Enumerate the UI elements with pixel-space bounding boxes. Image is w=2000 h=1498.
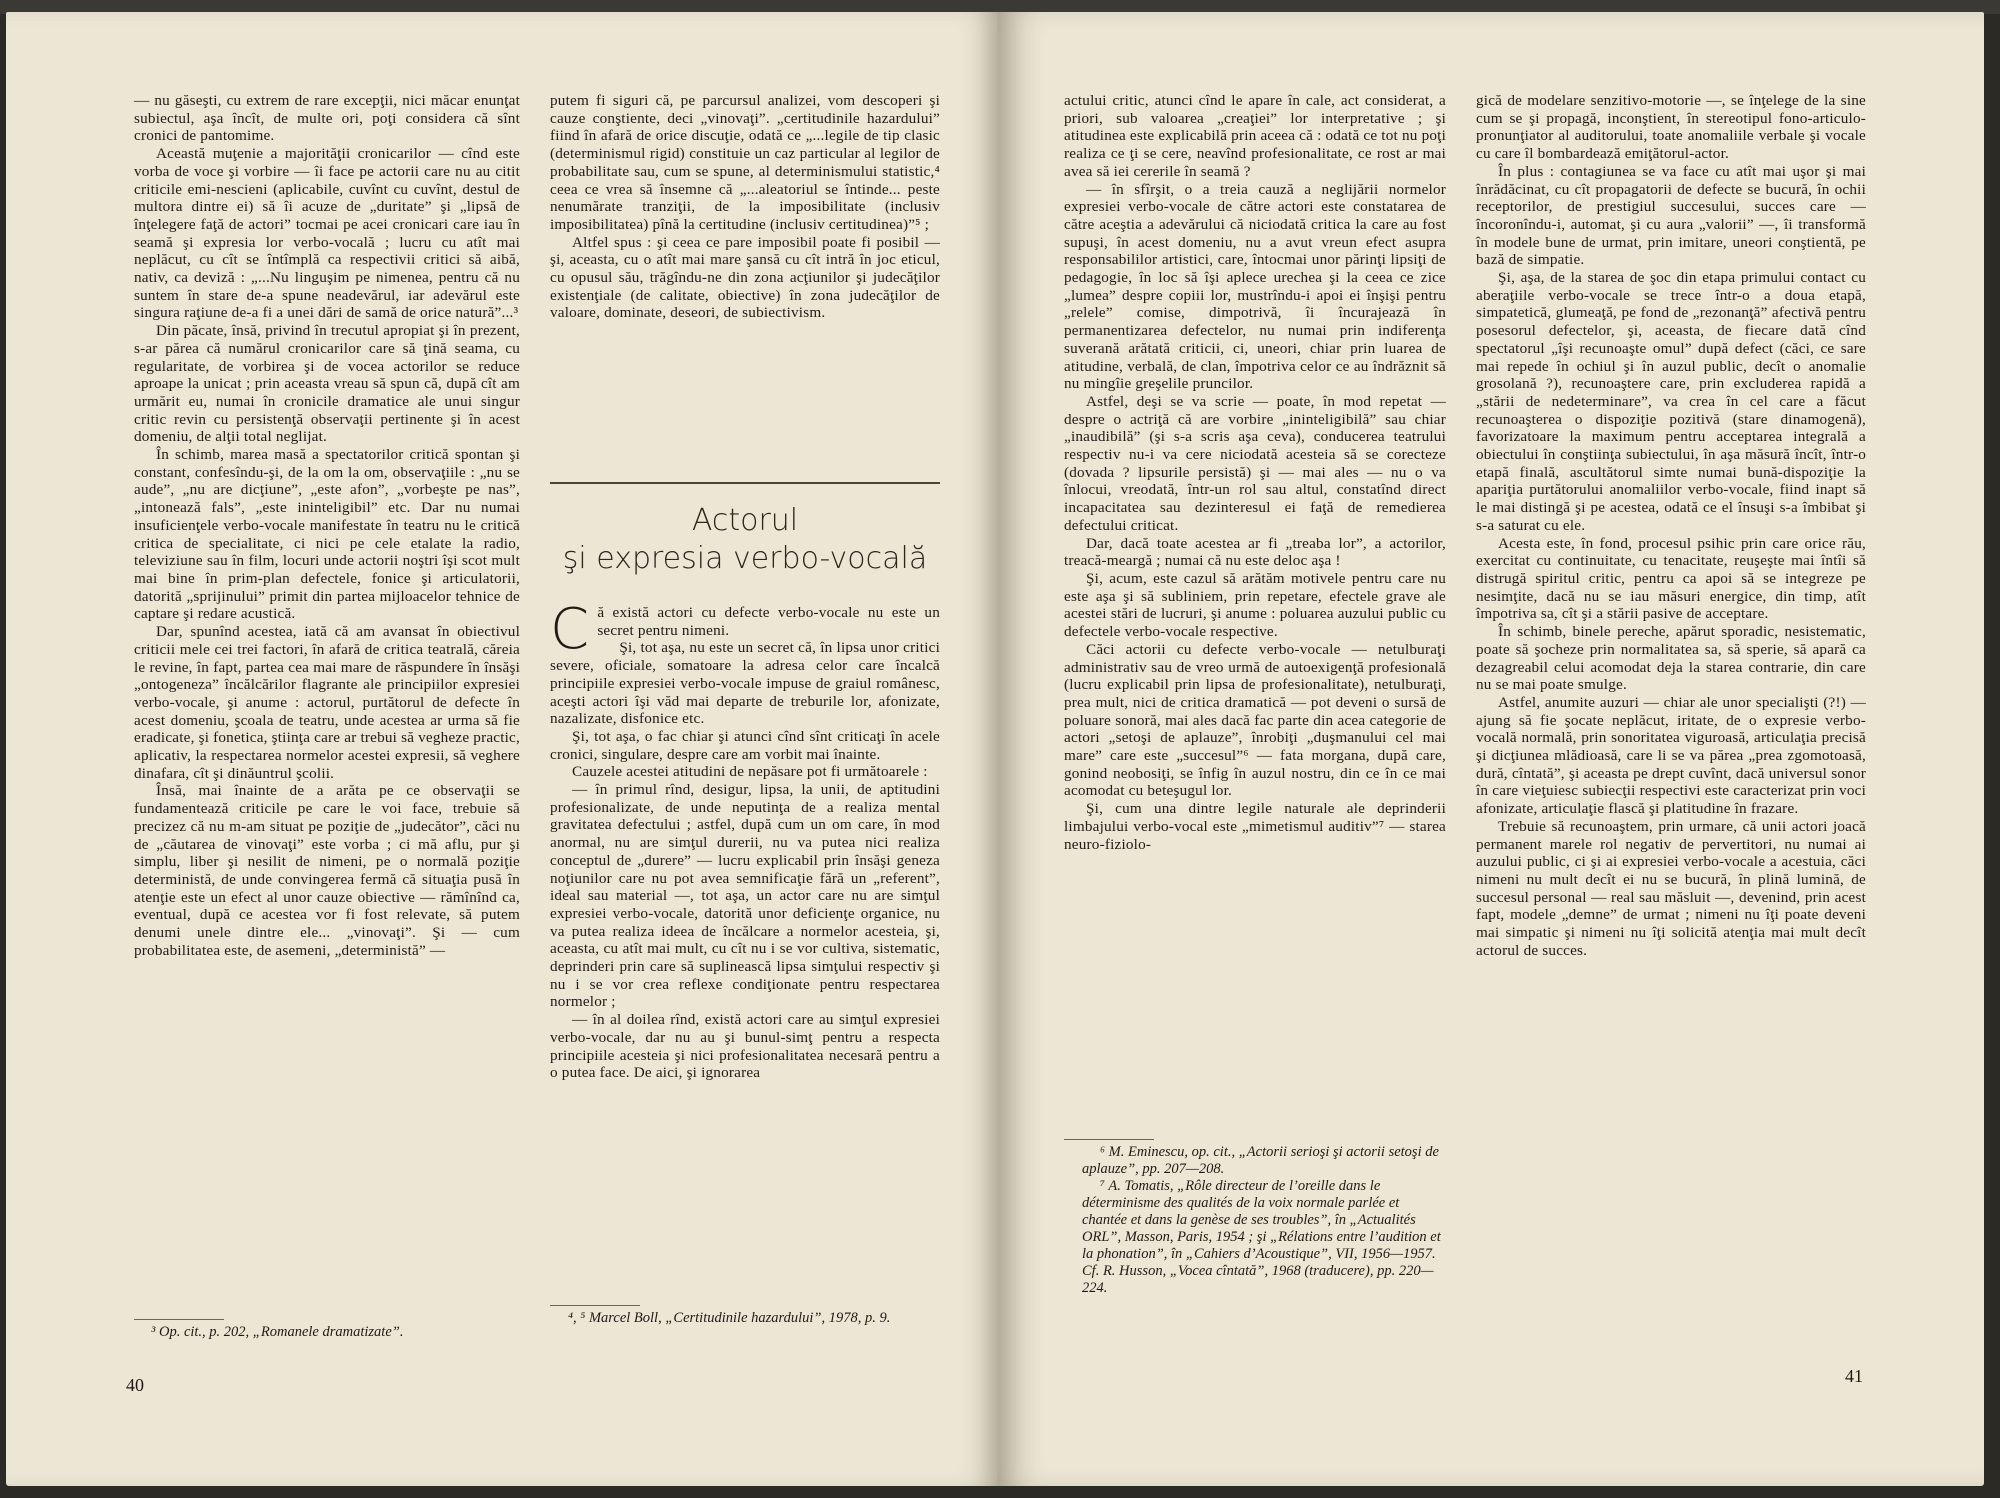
article-paragraph — [550, 597, 940, 662]
footnote: ⁷ A. Tomatis, „Rôle directeur de l’oreille dans le déterminisme des qualités de la voix normale parlée et chantée et dans la genèse de ses troubles”, în „Actualités ORL”, Masson, Paris, 1954 ; şi „Rélations entre l’audition et la phonation”, în „Cahiers d’Acoustique”, VII, 1956—1957. Cf. R. Husson, „Vocea cîntată”, 1968 (traducere), pp. 220—224. — [1082, 1178, 1441, 1296]
right-column-1 — [1064, 92, 1446, 853]
paragraph: În schimb, binele pereche, apărut sporadic, nesistematic, poate să şocheze prin normalitatea sa, să sperie, să apară ca dezagreabil celui acomodat deja la starea contrarie, din care nu se mai poate smulge. — [1476, 623, 1866, 694]
paragraph: — nu găseşti, cu extrem de rare excepţii, nici măcar enunţat subiectul, aşa încît, de multe ori, poţi considera că sînt cronici de pantomime. — [134, 92, 520, 145]
paragraph: În schimb, marea masă a spectatorilor critică spontan şi constant, confesîndu-şi, de la om la om, observaţiile : „nu se aude”, „nu are dicţiune”, „este afon”, „vorbeşte pe nas”, „intonează fals”, „este ininteligibil” etc. Dar nu numai insuficienţele verbo-vocale manifestate în teatru nu le critică critica de specialitate, ci nici pe cele etalate la radio, televiziune sau în film, locuri unde actorii noştri îşi scot mult mai bine în prim-plan defectele, fonice şi articulatorii, datorită „sprijinului” primit din partea mijloacelor tehnice de captare şi redare acustică. — [134, 446, 520, 623]
paragraph: — în sfîrşit, o a treia cauză a neglijării normelor expresiei verbo-vocale de către actori este constatarea de către aceştia a adevărului că niciodată critica la care au fost supuşi, în acest domeniu, nu a avut vreun efect asupra responsabililor artistici, care, întocmai unor părinţi lipsiţi de pedagogie, în loc să îşi aplece urechea şi la ceea ce zice „lumea” despre copiii lor, mustrîndu-i apoi ei înşişi pentru „relele” comise, dimpotrivă, îi încurajează în permanentizarea defectelor, nu numai prin indiferenţa suverană arătată criticii, ci, uneori, chiar prin luarea de atitudine, verbală, de clan, împotriva celor ce au îndrăznit să nu mingîie greşelile pruncilor. — [1064, 180, 1446, 393]
footnote-4-5: ⁴, ⁵ Marcel Boll, „Certitudinile hazardului”, 1978, p. 9. — [568, 1310, 891, 1326]
left-column-1 — [134, 92, 520, 959]
paragraph: Astfel, deşi se va scrie — poate, în mod repetat — despre o actriţă că are vorbire „ininteligibilă” sau chiar „inaudibilă” (şi s-a scris aşa ceva), conducerea teatrului respectiv nu-i va cere niciodată acesteia să se corecteze (dovada ? lipsurile persistă) şi — mai ales — nu o va înlocui, vreodată, într-un rol sau altul, constatînd direct incapacitatea sau dezinteresul ei faţă de remedierea defectului criticat. — [1064, 392, 1446, 534]
paragraph: Acesta este, în fond, procesul psihic prin care orice rău, exercitat cu continuitate, cu tenacitate, reuşeşte mai întîi să distrugă spiritul critic, pentru ca apoi să se integreze pe nesimţite, dacă nu se iau măsuri energice, din timp, atît împotriva sa, cît şi a stării pasive de acceptare. — [1476, 534, 1866, 623]
paragraph: Trebuie să recunoaştem, prin urmare, că unii actori joacă permanent marele rol negativ de pervertitori, nu numai ai auzului public, ci şi ai expresiei verbo-vocale a acestuia, căci nimeni nu mult decît ei nu se bucură, în plină lumină, de succesul personal — real sau măsluit —, devenind, prin acest fapt, modele „demne” de urmat ; nimeni nu îţi poate deveni mai simpatic şi nimeni nu îţi solicită atenţia mai mult decît actorul de succes. — [1476, 817, 1866, 959]
left-column-2-top — [550, 92, 940, 322]
article-body — [550, 597, 940, 1082]
footnote-rule-right-col1 — [1064, 1139, 1154, 1140]
right-column-2 — [1476, 92, 1866, 959]
right-page — [998, 12, 1984, 1486]
footnote-rule-left-col1 — [134, 1319, 224, 1320]
article-title-line-2: şi expresia verbo-vocală — [562, 541, 928, 576]
paragraph: Dar, dacă toate acestea ar fi „treaba lor”, a actorilor, treacă-meargă ; numai că nu este deloc aşa ! — [1064, 534, 1446, 570]
paragraph: actului critic, atunci cînd le apare în cale, act considerat, a priori, sub valoarea „creaţiei” lor interpretative ; şi atitudinea este explicabilă prin aceea că : odată ce tot nu poţi realiza ce ţi se cere, neavînd profesionalitate, ce rost ar mai avea să iei cererile în seamă ? — [1064, 92, 1446, 180]
article-lead-text: ă există actori cu defecte verbo-vocale nu este un secret pentru nimeni. — [597, 604, 940, 639]
article-paragraph: Şi, tot aşa, o fac chiar şi atunci cînd sînt criticaţi în acele cronici, singulare, despre care am vorbit mai înainte. — [550, 727, 940, 763]
page-number-right: 41 — [1845, 1366, 1863, 1386]
page-number-left: 40 — [126, 1375, 144, 1395]
paragraph: Şi, acum, este cazul să arătăm motivele pentru care nu este aşa şi să subliniem, prin repetare, efectele grave ale acestei stări de lucruri, şi anume : poluarea auzului public cu defectele verbo-vocale respective. — [1064, 569, 1446, 641]
footnotes-6-7 — [1082, 1144, 1446, 1297]
paragraph: putem fi siguri că, pe parcursul analizei, vom descoperi şi cauze conştiente, deci „vinovaţi”. „certitudinile hazardului” fiind în afară de orice discuţie, odată ce „...legile de tip clasic (determinismul rigid) constituie un caz particular al legilor de probabilitate sau, cum se spune, al determinismului statistic,⁴ ceea ce vrea să însemne că „...aleatoriul se întinde... peste nenumărate tranziţii, de la imposibilitate (inclusiv imposibilitatea) pînă la certitudine (inclusiv certitudinea)”⁵ ; — [550, 92, 940, 233]
paragraph: Şi, cum una dintre legile naturale ale deprinderii limbajului verbo-vocal este „mimetismul auditiv”⁷ — starea neuro-fiziolo- — [1064, 800, 1446, 853]
paragraph: gică de modelare senzitivo-motorie —, se înţelege de la sine cum se şi propagă, inconştient, în stereotipul fono-articulo-pronunţiator al auditorului, toate anomaliile verbale şi vocale cu care îl bombardează emiţătorul-actor. — [1476, 92, 1866, 163]
article-title — [550, 502, 940, 578]
paragraph: Această muţenie a majorităţii cronicarilor — cînd este vorba de voce şi vorbire — îi face pe actorii care nu au citit criticile emi-nescieni (aplicabile, cuvînt cu cuvînt, destul de multora dintre ei) să îi acuze de „duritate” şi „lipsă de înţelegere faţă de actori” tocmai pe acei cronicari care iau în seamă şi expresia lor verbo-vocală ; lucru cu atît mai neplăcut, cu cît se întîmplă ca respectivii critici să aibă, nativ, ca deviză : „...Nu linguşim pe nimenea, pentru că nu suntem în stare de-a spune neadevărul, iar adevărul este singura raţiune de-a fi a unei dări de samă de orice natură”...³ — [134, 145, 520, 322]
footnote-rule-left-col2 — [550, 1305, 640, 1306]
paragraph: Altfel spus : şi ceea ce pare imposibil poate fi posibil — şi, aceasta, cu o atît mai mare şansă cu cît intră în joc eticul, cu opusul său, trăgîndu-ne din zona acţiunilor şi judecăţilor existenţiale (de calitate, obiective) în zona judecăţilor de valoare, dominate, deseori, de subiectivism. — [550, 233, 940, 322]
paragraph: Însă, mai înainte de a arăta pe ce observaţii se fundamentează criticile pe care le voi face, trebuie să precizez că nu m-am situat pe poziţie de „judecător”, căci nu de „căutarea de vinovaţi” este vorba ; ci mă aflu, pur şi simplu, liber şi nesilit de nimeni, pe o normală poziţie deterministă, de unde convingerea fermă că situaţia pusă în atenţie este un efect al unor cauze obiective — rămînînd ca, eventual, după ce acestea vor fi fost relevate, să putem denumi unele dintre ele... „vinovaţi”. Şi — cum probabilitatea este, de asemeni, „deterministă” — — [134, 782, 520, 959]
article-paragraph: Şi, tot aşa, nu este un secret că, în lipsa unor critici severe, oficiale, somatoare la adresa celor care încalcă principiile expresiei verbo-vocale impuse de graiul românesc, aceşti actori îşi văd mai departe de treburile lor, afonizate, nazalizate, disfonice etc. — [550, 639, 940, 728]
paragraph: În plus : contagiunea se va face cu atît mai uşor şi mai înrădăcinat, cu cît propagatorii de defecte se bucură, în ochii receptorilor, de prestigiul succesului, succes care — încoronîndu-i, automat, şi cu aura „valorii” —, îi transformă în modele bune de urmat, prin imitare, uneori conştientă, pe bază de simpatie. — [1476, 162, 1866, 269]
footnote-3: ³ Op. cit., p. 202, „Romanele dramatizate”. — [151, 1324, 404, 1340]
paragraph: Din păcate, însă, privind în trecutul apropiat şi în prezent, s-ar părea că numărul cronicarilor care să ţină seama, cu regularitate, de vorbirea şi de vocea actorilor se reduce aproape la unicat ; prin aceasta vreau să spun că, după cît am urmărit eu, numai în cronicile dramatice ale unui singur critic revin cu persistenţă observaţii pertinente şi în acest domeniu, de alţii total neglijat. — [134, 322, 520, 446]
left-page — [6, 12, 998, 1486]
paragraph: Căci actorii cu defecte verbo-vocale — netulburaţi administrativ sau de vreo urmă de autoexigenţă profesională (lucru explicabil prin lipsa de profesionalitate), netulburaţi, prea mult, nici de critica dramatică — pot deveni o sursă de poluare sonoră, mai ales dacă fac parte din acea categorie de actori „setoşi de aplauze”, înrobiţi „duşmanului cel mai mare” care este „succesul”⁶ — fata morgana, după care, gonind neobosiţi, se înfig în auzul nostru, din ce în ce mai acomodat cu beteşugul lor. — [1064, 640, 1446, 800]
title-rule — [550, 482, 940, 484]
paragraph: Astfel, anumite auzuri — chiar ale unor specialişti (?!) — ajung să fie şocate neplăcut, iritate, de o expresie verbo-vocală normală, prin sonoritatea viguroasă, articulaţia precisă şi dicţiunea mlădioasă, care li se va părea „prea zgomotoasă, dură, cîntată”, şi aceasta pe drept cuvînt, dacă universul sonor în care vieţuiesc subiecţii respectivi este caracterizat prin voci afonizate, articulaţie flască şi platitudine în frazare. — [1476, 693, 1866, 818]
footnote: ⁶ M. Eminescu, op. cit., „Actorii serioşi şi actorii setoşi de aplauze”, pp. 207—208. — [1082, 1144, 1439, 1177]
article-title-line-1: Actorul — [691, 503, 799, 538]
drop-cap: C — [550, 597, 590, 662]
paragraph: Dar, spunînd acestea, iată că am avansat în obiectivul criticii mele cei trei factori, în afară de critica teatrală, căreia le revine, în fapt, partea cea mai mare de răspundere în însăşi „ontogeneza” încălcărilor flagrante ale principiilor expresiei verbo-vocale, şi anume : actorul, purtătorul de defecte în acest domeniu, şcoala de teatru, unde acestea ar urma să fie eradicate, şi fonetica, ştiinţa care ar trebui să vegheze practic, aplicativ, la respectarea normelor acestei expresii, să veghere dinafara, cît şi dinăuntrul şcolii. — [134, 623, 520, 782]
article-paragraph: Cauzele acestei atitudini de nepăsare pot fi următoarele : — [572, 763, 928, 781]
paragraph: Şi, aşa, de la starea de şoc din etapa primului contact cu aberaţiile verbo-vocale se trece într-o a doua etapă, simpatetică, glumeaţă, pe fond de „rezonanţă” afectivă pentru posesorul defectelor, şi, aceasta, de fiecare dată cînd spectatorul „îşi recunoaşte omul” după defect (căci, ce sare mai repede în ochiul şi în auzul public, decît o anomalie grosolană ?), recunoaştere care, prin excluderea rapidă a „stării de nedeterminare”, va crea în cel care a făcut recunoaşterea o dispoziţie pozitivă (stare dinamogenă), favorizatoare la maximum pentru acceptarea integrală a obiectului în conştiinţa subiectului, în aşa măsură încît, într-o etapă finală, ascultătorul simte numai bună-dispoziţie la apariţia purtătorului anomaliilor verbo-vocale, fiind inapt să le mai distingă şi pe acestea, odată ce el însuşi s-a îmbibat şi s-a saturat cu ele. — [1476, 269, 1866, 534]
article-paragraph: — în primul rînd, desigur, lipsa, la unii, de aptitudini profesionalizate, de unde neputinţa de a realiza mental gravitatea defectului ; astfel, după cum un om care, în mod anormal, nu are simţul durerii, nu va putea nici realiza conceptul de „durere” — lucru explicabil prin însăşi geneza noţiunilor care nu pot avea semnificaţie fără un „referent”, ideal sau material —, tot aşa, un actor care nu are simţul expresiei verbo-vocale, datorită unor deficienţe organice, nu va putea realiza ideea de încălcare a normelor acesteia, şi, aceasta, cu atît mai mult, cu cît nu i se vor cultiva, sistematic, deprinderi prin care să suplinească lipsa simţului respectiv şi nu i se vor crea reflexe condiţionate pentru respectarea normelor ; — [550, 781, 940, 1011]
article-paragraph: — în al doilea rînd, există actori care au simţul expresiei verbo-vocale, dar nu au şi bunul-simţ pentru a respecta principiile acesteia şi nici profesionalitatea necesară pentru a o putea face. De aici, şi ignorarea — [550, 1011, 940, 1082]
